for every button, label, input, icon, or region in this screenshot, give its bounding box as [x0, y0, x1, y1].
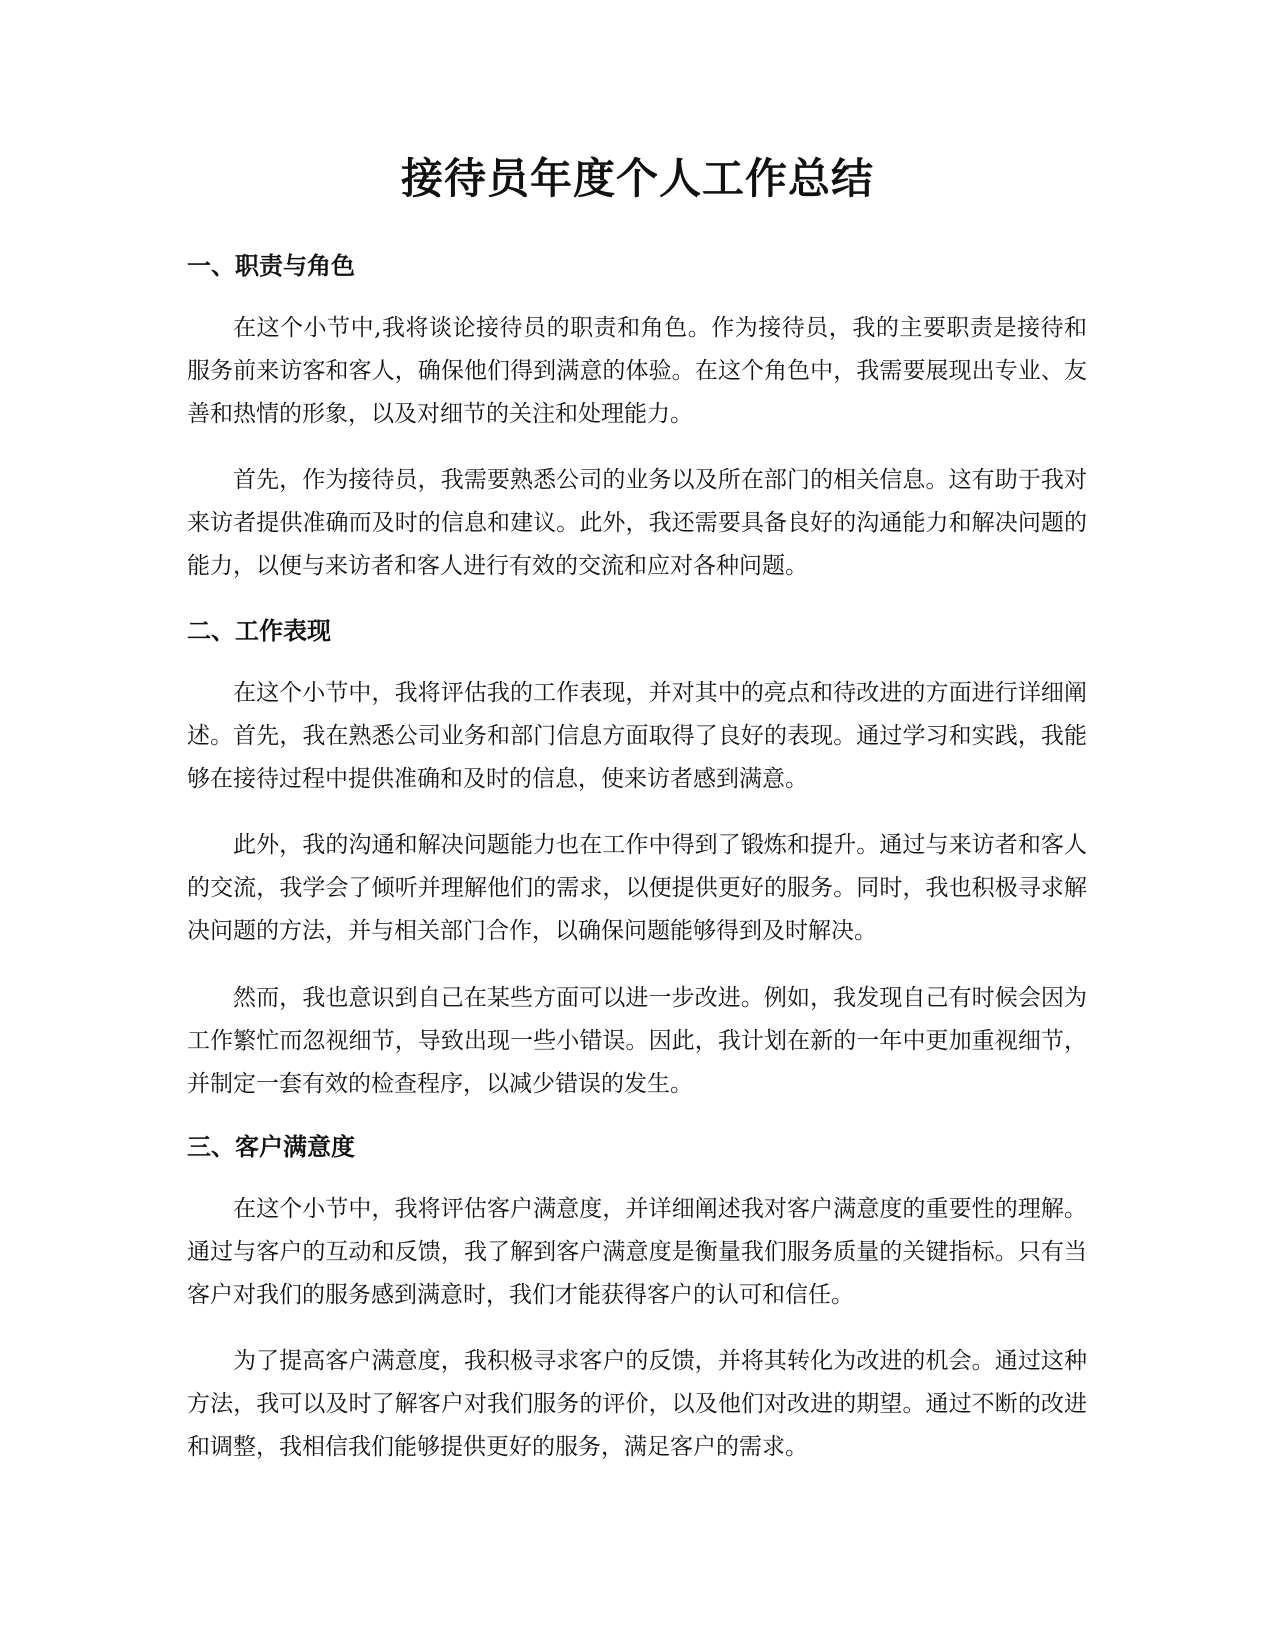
section-heading-customer-satisfaction: 三、客户满意度 [187, 1133, 355, 1161]
paragraph: 为了提高客户满意度，我积极寻求客户的反馈，并将其转化为改进的机会。通过这种方法，我可以及时了解客户对我们服务的评价，以及他们对改进的期望。通过不断的改进和调整，我相信我们能够提供更好的服务，满足客户的需求。 [187, 1348, 1087, 1460]
document-title: 接待员年度个人工作总结 [400, 154, 874, 203]
paragraph: 首先，作为接待员，我需要熟悉公司的业务以及所在部门的相关信息。这有助于我对来访者提供准确而及时的信息和建议。此外，我还需要具备良好的沟通能力和解决问题的能力，以便与来访者和客人进行有效的交流和应对各种问题。 [187, 467, 1087, 579]
paragraph: 此外，我的沟通和解决问题能力也在工作中得到了锻炼和提升。通过与来访者和客人的交流，我学会了倾听并理解他们的需求，以便提供更好的服务。同时，我也积极寻求解决问题的方法，并与相关部门合作，以确保问题能够得到及时解决。 [187, 832, 1087, 944]
section-heading-responsibilities: 一、职责与角色 [187, 252, 355, 280]
paragraph: 在这个小节中，我将评估我的工作表现，并对其中的亮点和待改进的方面进行详细阐述。首先，我在熟悉公司业务和部门信息方面取得了良好的表现。通过学习和实践，我能够在接待过程中提供准确和及时的信息，使来访者感到满意。 [187, 680, 1087, 792]
paragraph: 在这个小节中，我将评估客户满意度，并详细阐述我对客户满意度的重要性的理解。通过与客户的互动和反馈，我了解到客户满意度是衡量我们服务质量的关键指标。只有当客户对我们的服务感到满意时，我们才能获得客户的认可和信任。 [187, 1196, 1087, 1308]
paragraph: 在这个小节中,我将谈论接待员的职责和角色。作为接待员，我的主要职责是接待和服务前来访客和客人，确保他们得到满意的体验。在这个角色中，我需要展现出专业、友善和热情的形象，以及对细节的关注和处理能力。 [187, 315, 1087, 427]
paragraph: 然而，我也意识到自己在某些方面可以进一步改进。例如，我发现自己有时候会因为工作繁忙而忽视细节，导致出现一些小错误。因此，我计划在新的一年中更加重视细节，并制定一套有效的检查程序，以减少错误的发生。 [187, 985, 1087, 1097]
section-heading-performance: 二、工作表现 [187, 617, 331, 645]
